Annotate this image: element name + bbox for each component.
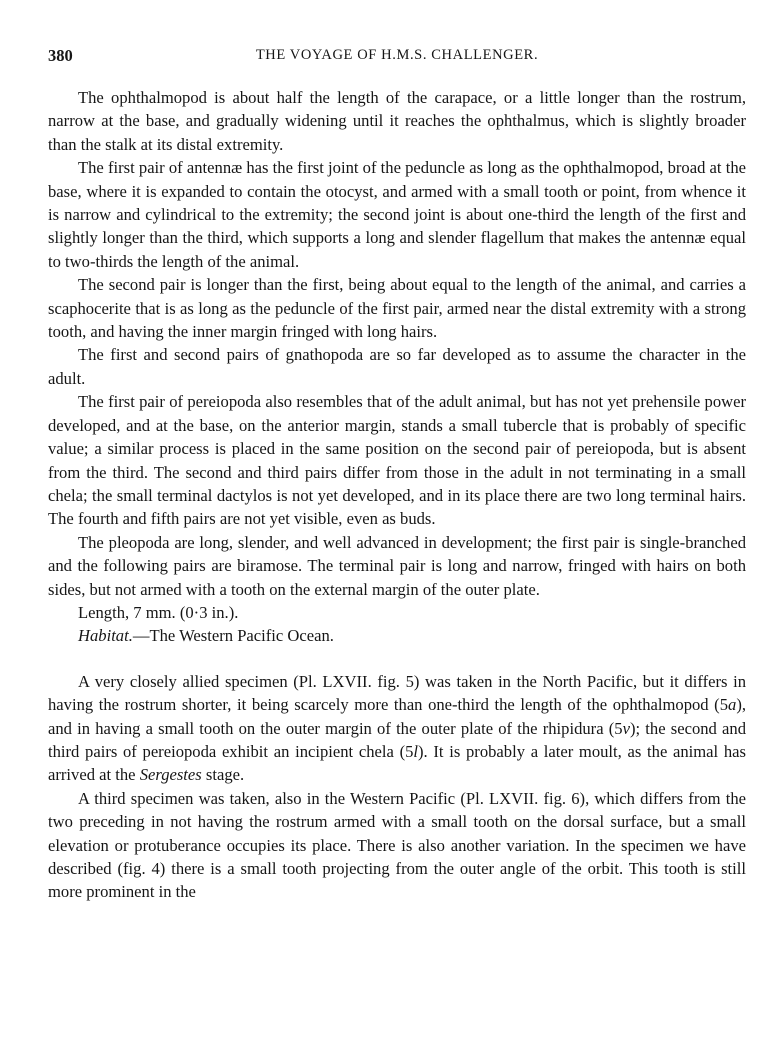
- paragraph-length: Length, 7 mm. (0·3 in.).: [78, 602, 239, 622]
- figure-ref-v: v: [622, 718, 630, 738]
- section-spacer: [48, 648, 746, 670]
- paragraph-gnathopoda: The first and second pairs of gnathopoda are so far developed as to assume the character in the adult.: [48, 345, 746, 388]
- allied-text-1: A very closely allied specimen (Pl. LXVII. fig. 5) was taken in the North Pacific, but it differs in having the rostrum shorter, it being scarcely more than one-third the length of the ophthalmopod (5: [48, 671, 746, 715]
- genus-name: Sergestes: [139, 765, 202, 785]
- paragraph-ophthalmopod: The ophthalmopod is about half the length of the carapace, or a little longer than the rostrum, narrow at the base, and gradually widening until it reaches the ophthalmus, which is slightly broader than the stalk at its distal extremity.: [48, 88, 746, 154]
- paragraph-third-specimen: A third specimen was taken, also in the Western Pacific (Pl. LXVII. fig. 6), which differs from the two preceding in not having the rostrum armed with a small tooth on the dorsal surface, but a small elevation or protuberance occupies its place. There is also another variation. In the specimen we have described (fig. 4) there is a small tooth projecting from the outer angle of the orbit. This tooth is still more prominent in the: [48, 788, 746, 902]
- running-title: THE VOYAGE OF H.M.S. CHALLENGER.: [255, 47, 539, 63]
- allied-text-2: ), and in having a small tooth on the outer margin of the outer plate of the rhipidura (5: [48, 695, 746, 738]
- figure-ref-a: a: [728, 695, 737, 715]
- paragraph-habitat: [48, 624, 746, 647]
- paragraph-allied-specimen: [48, 670, 746, 787]
- allied-text-5: stage.: [201, 765, 245, 785]
- page-number: 380: [48, 46, 73, 65]
- page-header: [48, 42, 746, 72]
- paragraph-pleopoda: The pleopoda are long, slender, and well advanced in development; the first pair is single-branched and the following pairs are biramose. The terminal pair is long and narrow, fringed with hairs on both sides, but not armed with a tooth on the external margin of the outer plate.: [48, 532, 746, 599]
- habitat-label: Habitat.: [78, 626, 133, 646]
- paragraph-first-antennae: The first pair of antennæ has the first joint of the peduncle as long as the ophthalmopod, broad at the base, where it is expanded to contain the otocyst, and armed with a small tooth or point, from whence it is narrow and cylindrical to the extremity; the second joint is about one-third the length of the first and slightly longer than the third, which supports a long and slender flagellum that makes the antennæ equal to two-thirds the length of the animal.: [48, 158, 746, 271]
- allied-text-4: ). It is probably a later moult, as the animal has arrived at the: [48, 741, 746, 785]
- paragraph-second-antennae: The second pair is longer than the first, being about equal to the length of the animal, and carries a scaphocerite that is as long as the peduncle of the first pair, armed near the distal extremity with a strong tooth, and having the inner margin fringed with long hairs.: [48, 275, 746, 342]
- body-text: [48, 86, 746, 904]
- habitat-text: —The Western Pacific Ocean.: [132, 626, 334, 646]
- figure-ref-l: l: [413, 741, 419, 761]
- allied-text-3: ); the second and third pairs of pereiopoda exhibit an incipient chela (5: [48, 718, 746, 761]
- paragraph-pereiopoda: The first pair of pereiopoda also resembles that of the adult animal, but has not yet prehensile power developed, and at the base, on the anterior margin, stands a small tubercle that is probably of specific value; a similar process is placed in the same position on the second pair of pereiopoda, but is absent from the third. The second and third pairs differ from those in the adult in not terminating in a small chela; the small terminal dactylos is not yet developed, and in its place there are two long terminal hairs. The fourth and fifth pairs are not yet visible, even as buds.: [48, 392, 746, 529]
